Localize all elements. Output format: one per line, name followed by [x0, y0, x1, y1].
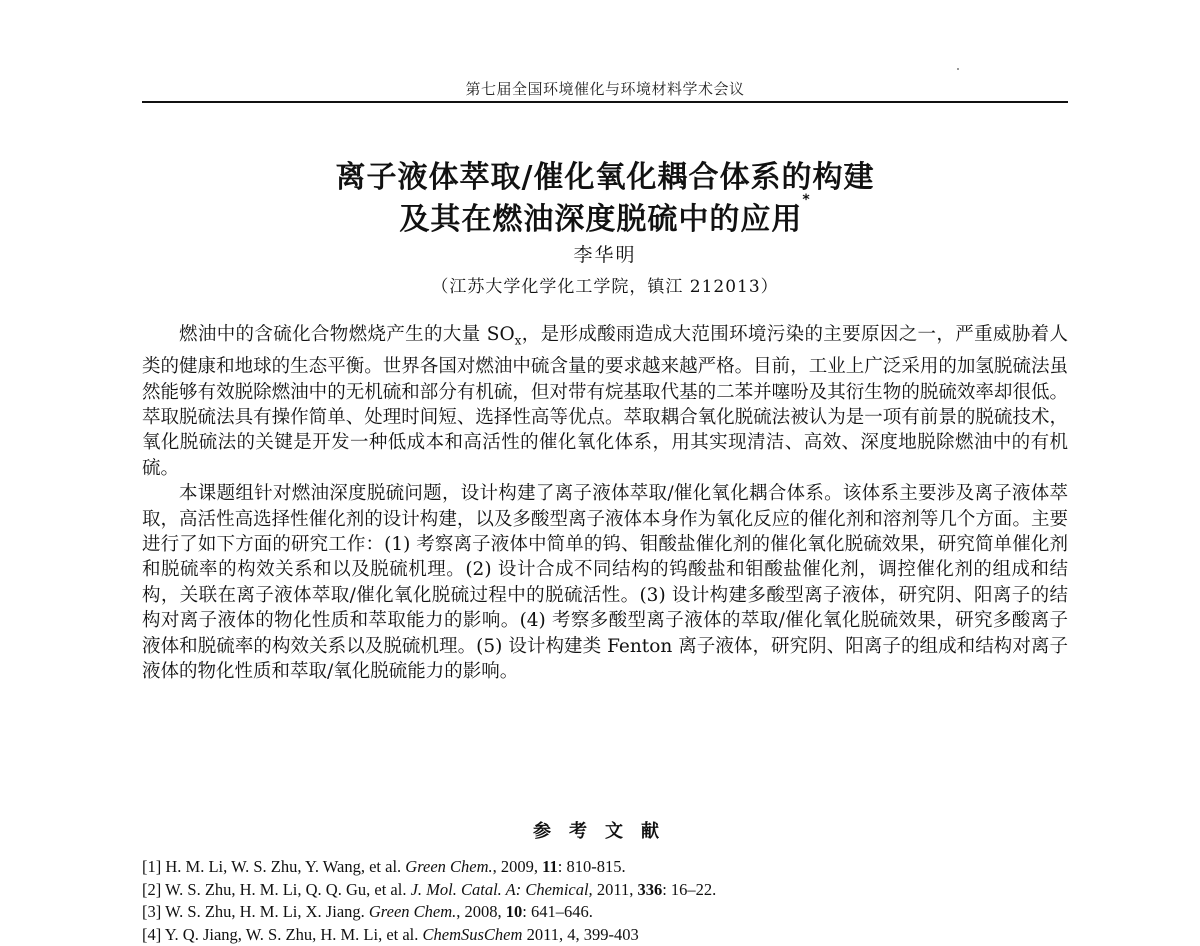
ref-year: 2011, — [522, 925, 567, 944]
reference-item — [142, 856, 1068, 879]
ref-volume: 4 — [567, 925, 575, 944]
title-line-1: 离子液体萃取/催化氧化耦合体系的构建 — [142, 152, 1068, 196]
author: 李华明 — [142, 240, 1068, 267]
ref-journal: ChemSusChem — [423, 925, 523, 944]
paragraph-1-start: 燃油中的含硫化合物燃烧产生的大量 SO — [179, 324, 515, 345]
ref-number: [2] — [142, 880, 161, 899]
references-heading: 参考文献 — [142, 817, 1068, 843]
ref-year: , 2009, — [493, 857, 543, 876]
ref-volume: 10 — [506, 902, 523, 921]
ref-journal: Green Chem. — [369, 902, 456, 921]
ref-authors: Y. Q. Jiang, W. S. Zhu, H. M. Li, et al. — [165, 925, 419, 944]
subscript-x: x — [515, 334, 522, 348]
title-line-2-text: 及其在燃油深度脱硫中的应用 — [399, 202, 802, 237]
paragraph-2: 本课题组针对燃油深度脱硫问题，设计构建了离子液体萃取/催化氧化耦合体系。该体系主要涉及离子液体萃取，高活性高选择性催化剂的设计构建，以及多酸型离子液体本身作为氧化反应的催化剂和溶剂等几个方面。主要进行了如下方面的研究工作：(1) 考察离子液体中简单的钨、钼酸盐催化剂的催化氧化脱硫效果，研究简单催化剂和脱硫率的构效关系和以及脱硫机理。(2) 设计合成不同结构的钨酸盐和钼酸盐催化剂，调控催化剂的组成和结构，关联在离子液体萃取/催化氧化脱硫过程中的脱硫活性。(3) 设计构建多酸型离子液体，研究阴、阳离子的结构对离子液体的物化性质和萃取能力的影响。(4) 考察多酸型离子液体的萃取/催化氧化脱硫效果，研究多酸离子液体和脱硫率的构效关系以及脱硫机理。(5) 设计构建类 Fenton 离子液体，研究阴、阳离子的组成和结构对离子液体的物化性质和萃取/氧化脱硫能力的影响。 — [142, 481, 1068, 684]
ref-volume: 11 — [542, 857, 558, 876]
title-line-2 — [142, 194, 1068, 238]
ref-number: [3] — [142, 902, 161, 921]
ref-pages: , 399-403 — [575, 925, 638, 944]
ref-journal: Green Chem. — [405, 857, 492, 876]
running-header: 第七届全国环境催化与环境材料学术会议 — [142, 78, 1068, 99]
paragraph-1-rest: ，是形成酸雨造成大范围环境污染的主要原因之一，严重威胁着人类的健康和地球的生态平衡。世界各国对燃油中硫含量的要求越来越严格。目前，工业上广泛采用的加氢脱硫法虽然能够有效脱除燃油中的无机硫和部分有机硫，但对带有烷基取代基的二苯并噻吩及其衍生物的脱硫效率却很低。萃取脱硫法具有操作简单、处理时间短、选择性高等优点。萃取耦合氧化脱硫法被认为是一项有前景的脱硫技术，氧化脱硫法的关键是开发一种低成本和高活性的催化氧化体系，用其实现清洁、高效、深度地脱除燃油中的有机硫。 — [142, 324, 1068, 479]
reference-item — [142, 924, 1068, 946]
ref-year: , 2008, — [456, 902, 506, 921]
header-rule — [142, 101, 1068, 103]
ref-authors: W. S. Zhu, H. M. Li, Q. Q. Gu, et al. — [165, 880, 406, 899]
ref-number: [4] — [142, 925, 161, 944]
ref-pages: : 810-815. — [558, 857, 626, 876]
references-list — [142, 856, 1068, 946]
ref-year: 2011, — [593, 880, 638, 899]
ref-journal: J. Mol. Catal. A: Chemical, — [411, 880, 593, 899]
scan-speck — [957, 68, 959, 70]
ref-pages: : 16–22. — [662, 880, 716, 899]
abstract-body — [142, 322, 1068, 684]
ref-volume: 336 — [637, 880, 662, 899]
title-footnote-mark: * — [802, 192, 810, 208]
ref-authors: H. M. Li, W. S. Zhu, Y. Wang, et al. — [165, 857, 401, 876]
affiliation: （江苏大学化学化工学院，镇江 212013） — [142, 272, 1068, 297]
ref-number: [1] — [142, 857, 161, 876]
ref-pages: : 641–646. — [522, 902, 593, 921]
reference-item — [142, 901, 1068, 924]
paragraph-1 — [142, 322, 1068, 481]
ref-authors: W. S. Zhu, H. M. Li, X. Jiang. — [165, 902, 365, 921]
reference-item — [142, 879, 1068, 902]
